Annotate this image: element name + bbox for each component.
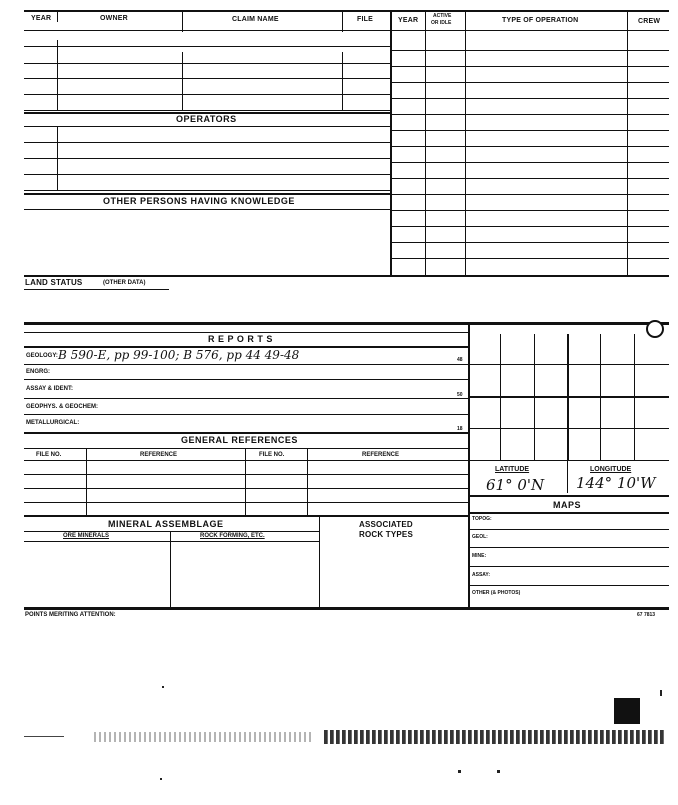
other-persons-top — [24, 193, 391, 195]
land-status-sub: (OTHER DATA) — [103, 280, 146, 286]
row-line — [469, 585, 669, 586]
header-or-idle: OR IDLE — [431, 20, 452, 26]
metallurgical-label: METALLURGICAL: — [26, 420, 80, 426]
gr-header-reference-1: REFERENCE — [140, 452, 178, 458]
reports-title: R E P O R T S — [208, 334, 273, 344]
mineral-assemblage-title: MINERAL ASSEMBLAGE — [108, 519, 224, 529]
col-line — [170, 531, 171, 607]
col-line — [342, 52, 343, 110]
reports-bottom-border — [24, 607, 669, 610]
maps-title: MAPS — [553, 500, 582, 510]
header-divider — [24, 30, 669, 31]
grid-line — [469, 364, 669, 365]
row-line — [391, 258, 669, 259]
gr-title-bottom — [24, 448, 469, 449]
row-line — [391, 242, 669, 243]
row-line — [24, 142, 391, 143]
maps-geol: GEOL: — [472, 534, 488, 540]
speck — [660, 690, 662, 696]
row-line — [24, 158, 391, 159]
row-line — [24, 502, 469, 503]
header-claim-name: CLAIM NAME — [232, 16, 279, 23]
general-references-title: GENERAL REFERENCES — [181, 435, 298, 445]
row-line — [24, 174, 391, 175]
rock-types-label: ROCK TYPES — [359, 530, 414, 539]
associated-label: ASSOCIATED — [359, 520, 413, 529]
reports-section-bottom — [24, 432, 469, 434]
col-line — [86, 448, 87, 515]
maps-other: OTHER (& PHOTOS) — [472, 590, 521, 596]
speck — [162, 686, 164, 688]
row-line — [24, 190, 391, 191]
row-line — [24, 414, 469, 415]
row-line — [391, 178, 669, 179]
grid-line — [469, 396, 669, 398]
row-line — [24, 398, 469, 399]
row-line — [24, 63, 391, 64]
col-line — [57, 40, 58, 110]
row-line — [391, 66, 669, 67]
grid-line — [469, 428, 669, 429]
ma-header-bottom — [24, 541, 320, 542]
row-line — [391, 50, 669, 51]
form-code: 67 7813 — [637, 612, 656, 618]
gr-bottom — [24, 515, 469, 517]
other-persons-label: OTHER PERSONS HAVING KNOWLEDGE — [103, 196, 295, 206]
row-line — [24, 78, 391, 79]
metallurgical-code: 18 — [457, 426, 463, 432]
header-sep — [342, 10, 343, 32]
header-owner: OWNER — [100, 15, 128, 22]
scan-noise-band — [24, 730, 664, 744]
reports-top-border — [24, 322, 669, 325]
row-line — [391, 82, 669, 83]
points-meriting-label: POINTS MERITING ATTENTION: — [25, 612, 116, 618]
row-line — [391, 162, 669, 163]
row-line — [24, 364, 469, 365]
maps-title-bottom — [469, 512, 669, 514]
row-line — [391, 210, 669, 211]
punch-hole — [646, 320, 664, 338]
assay-code: 50 — [457, 392, 463, 398]
col-line — [245, 448, 246, 515]
header-sep — [57, 10, 58, 22]
row-line — [24, 126, 391, 127]
top-border — [24, 10, 669, 12]
gr-header-file-no-2: FILE NO. — [259, 452, 285, 458]
geology-value: B 590-E, pp 99-100; B 576, pp 44 49-48 — [58, 348, 300, 362]
maps-assay: ASSAY: — [472, 572, 491, 578]
top-table-bottom — [24, 275, 669, 277]
row-line — [24, 379, 469, 380]
col-line — [57, 126, 58, 190]
gr-header-reference-2: REFERENCE — [362, 452, 400, 458]
reports-title-top — [24, 332, 469, 333]
speck — [458, 770, 461, 773]
row-line — [391, 146, 669, 147]
maps-top — [469, 495, 669, 497]
lat-long-sep — [567, 461, 568, 493]
row-line — [24, 46, 391, 47]
row-line — [469, 547, 669, 548]
speck — [160, 778, 162, 780]
ma-title-bottom — [24, 531, 320, 532]
col-line — [307, 448, 308, 515]
row-line — [469, 566, 669, 567]
row-line — [24, 209, 391, 210]
row-line — [391, 114, 669, 115]
header-file: FILE — [357, 16, 373, 23]
row-line — [469, 529, 669, 530]
row-line — [24, 488, 469, 489]
geology-label: GEOLOGY: — [26, 353, 58, 359]
ore-minerals-header: ORE MINERALS — [63, 533, 110, 539]
row-line — [24, 460, 469, 461]
longitude-label: LONGITUDE — [590, 466, 632, 473]
col-line — [182, 52, 183, 110]
speck — [497, 770, 500, 773]
maps-mine: MINE: — [472, 553, 487, 559]
row-line — [391, 130, 669, 131]
assay-label: ASSAY & IDENT: — [26, 386, 74, 392]
land-status-label: LAND STATUS — [25, 278, 83, 287]
header-year-2: YEAR — [398, 17, 419, 24]
gr-header-file-no-1: FILE NO. — [36, 452, 62, 458]
row-line — [391, 98, 669, 99]
header-sep — [182, 10, 183, 32]
header-active: ACTIVE — [433, 13, 452, 19]
row-line — [391, 194, 669, 195]
row-line — [391, 226, 669, 227]
row-line — [24, 474, 469, 475]
rock-forming-header: ROCK FORMING, ETC. — [200, 533, 265, 539]
operators-label: OPERATORS — [176, 114, 237, 124]
grid-line — [469, 460, 669, 461]
scan-mark — [614, 698, 640, 724]
geology-code: 48 — [457, 357, 463, 363]
col-line — [319, 515, 320, 607]
latitude-label: LATITUDE — [495, 466, 530, 473]
geophys-label: GEOPHYS. & GEOCHEM: — [26, 404, 99, 410]
maps-topog: TOPOG: — [472, 516, 492, 522]
engrg-label: ENGRG: — [26, 369, 50, 375]
row-line — [24, 110, 391, 111]
latitude-value: 61° 0'N — [486, 476, 545, 494]
row-line — [24, 94, 391, 95]
land-status-underline — [24, 289, 169, 290]
longitude-value: 144° 10'W — [576, 474, 656, 492]
header-type-of-operation: TYPE OF OPERATION — [502, 17, 579, 24]
header-year: YEAR — [31, 15, 52, 22]
header-crew: CREW — [638, 18, 661, 25]
